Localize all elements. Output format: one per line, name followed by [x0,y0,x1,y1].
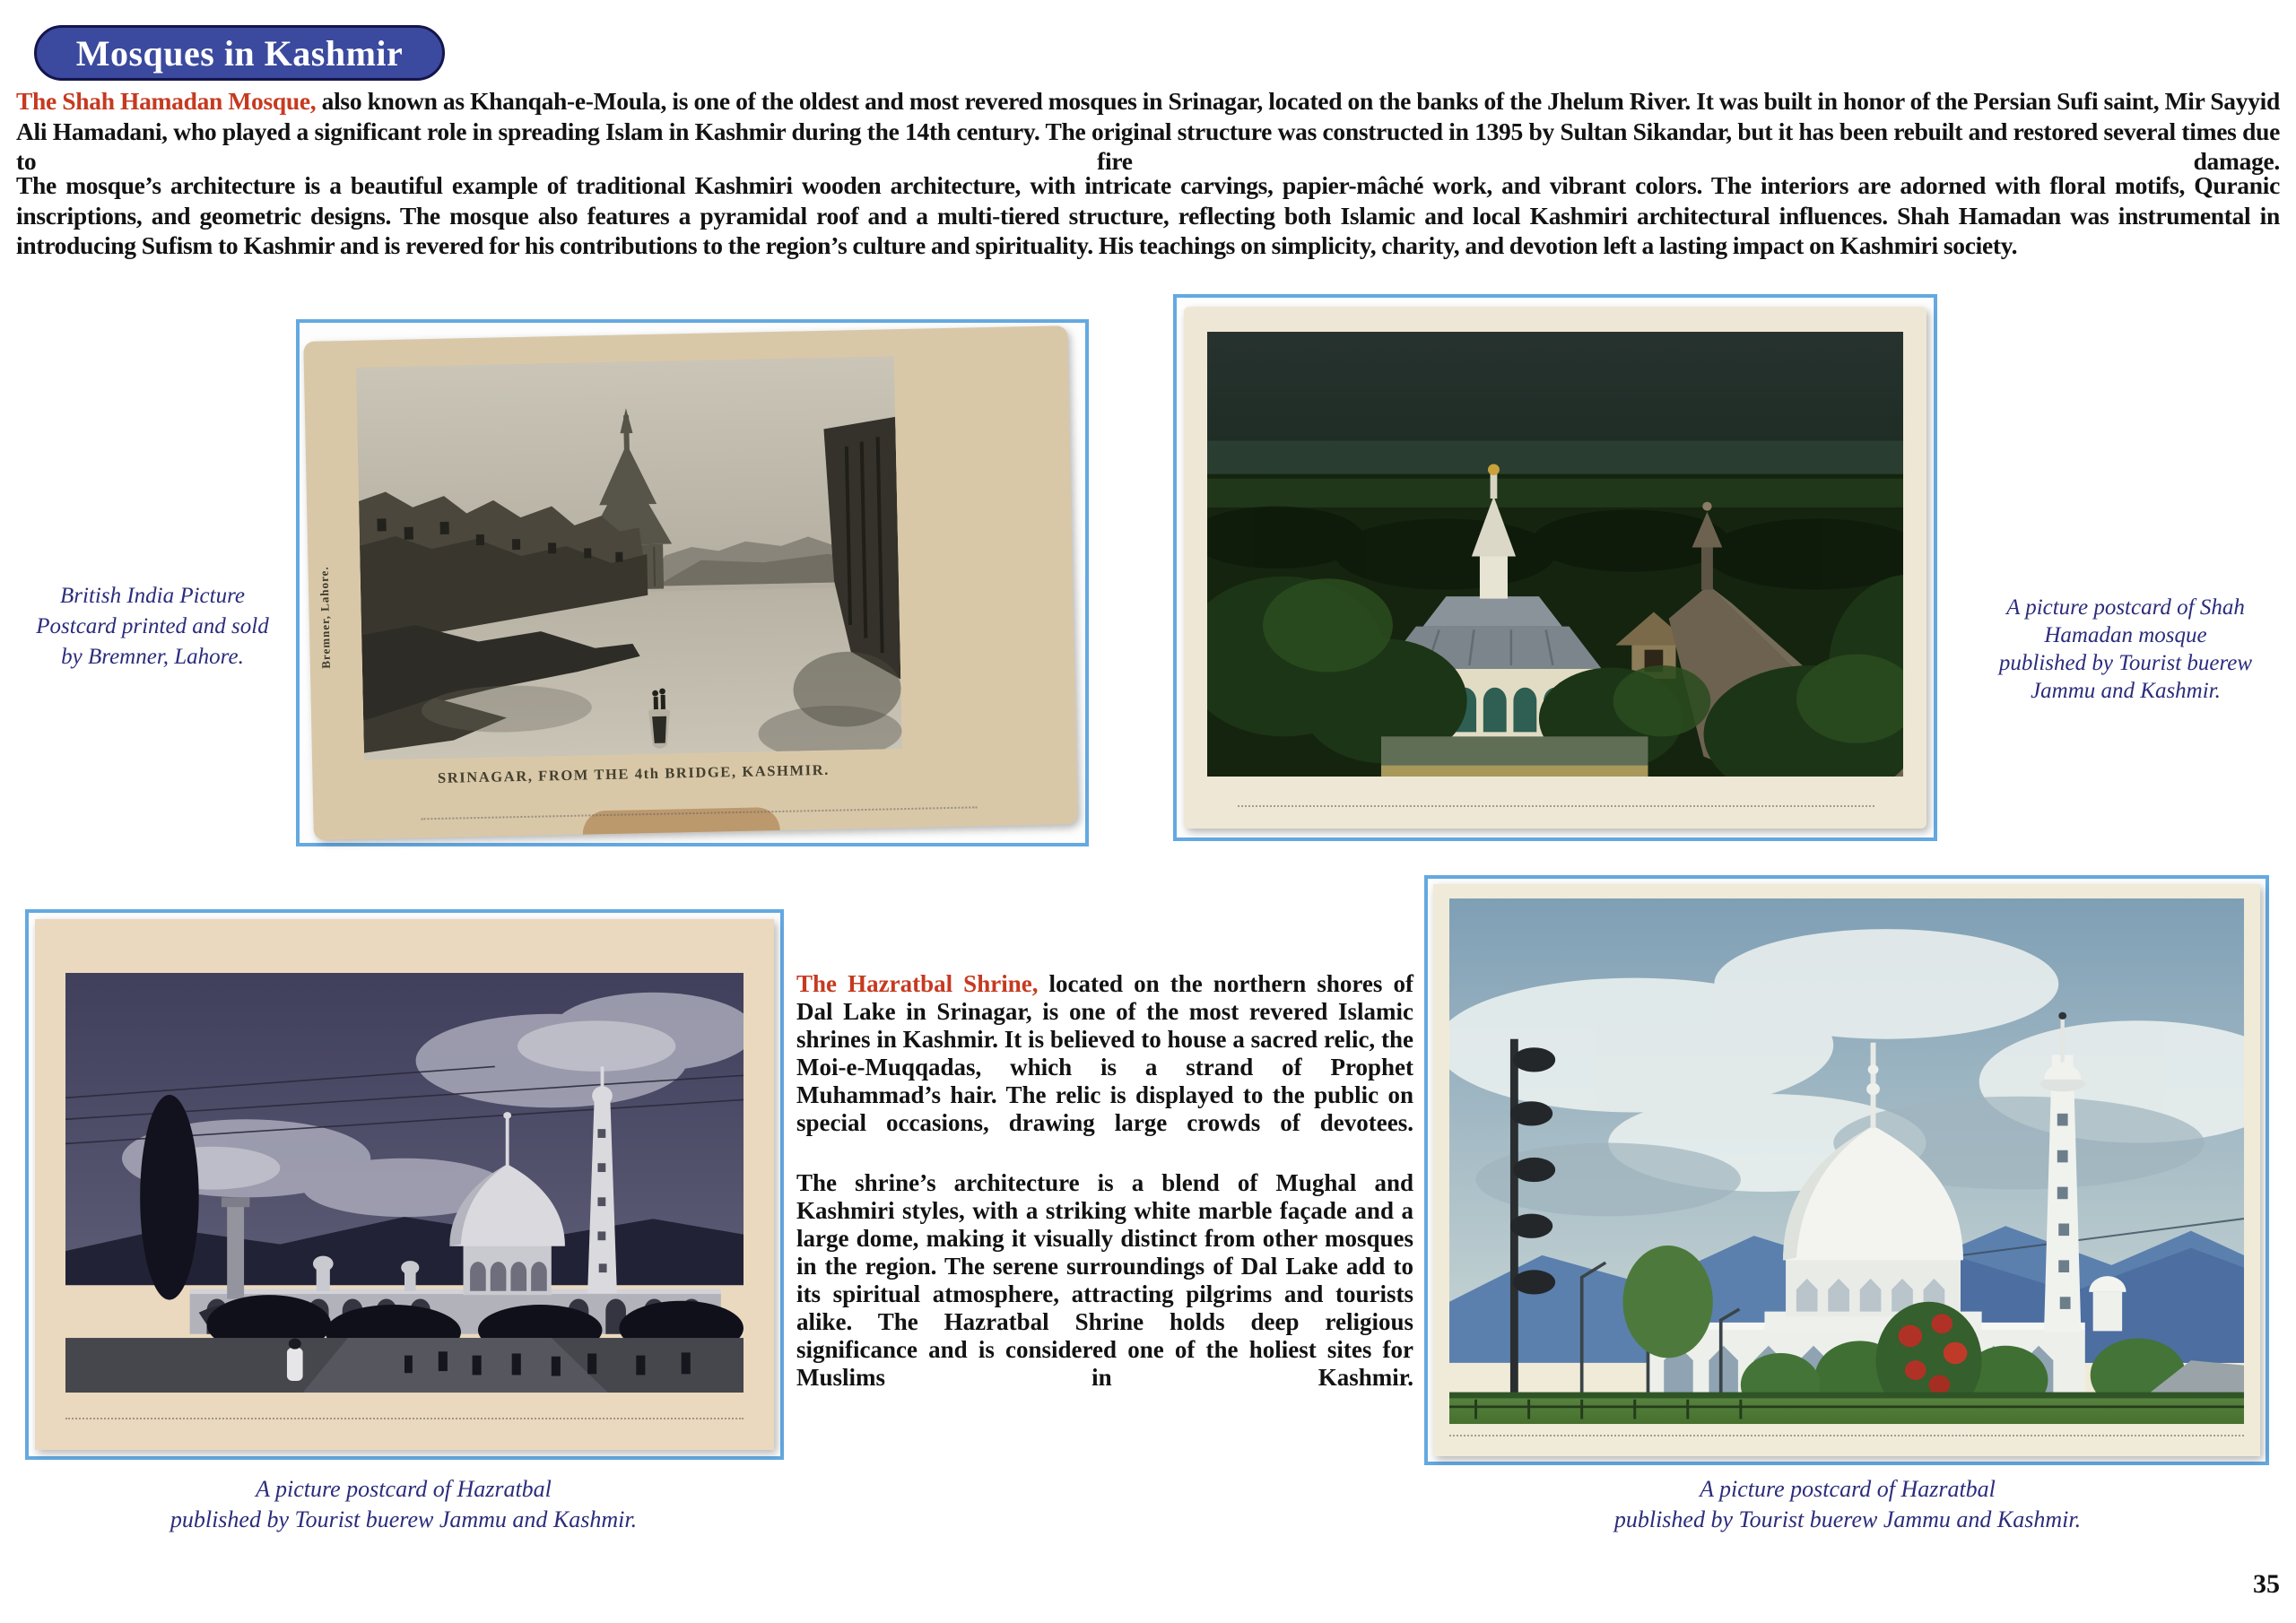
pond [1381,736,1648,768]
postcard-srinagar [303,325,1077,840]
caption-line: A picture postcard of Shah [2006,595,2245,620]
minaret-cap [592,1086,613,1106]
page-number: 35 [2253,1569,2280,1599]
hazratbal-paragraph-1 [796,970,1413,1137]
caption-hazratbal-right-postcard [1489,1474,2206,1535]
white-robed-figure [287,1339,303,1381]
caption-bremner-postcard [13,581,292,673]
spire-bead [1866,1083,1880,1096]
postcard-photo-hazratbal-dark [65,973,744,1393]
caption-shah-hamadan-postcard [1971,594,2280,705]
spire-bead [1868,1064,1879,1074]
hazratbal-dusk-illustration [65,973,744,1393]
hedge [1449,1393,2244,1399]
postcard-microprint [1238,805,1874,807]
postcard-photo-hazratbal-bright [1449,898,2244,1424]
hazratbal-text-column [796,970,1413,1424]
caption-line: published by Tourist buerew [1998,651,2253,675]
postcard-hazratbal-bright [1433,884,2260,1456]
srinagar-river-illustration [356,356,902,759]
postcard-frame-shah-hamadan [1173,294,1937,841]
yellow-wall [1381,766,1648,777]
intro-paragraph-1-text: also known as Khanqah-e-Moula, is one of the oldest and most revered mosques in Srinagar, located on the banks of the Jhelum River. It was built in honor of the Persian Sufi saint, Mir Sayyid Ali Hamadani, who played a significant role in spreading Islam in Kashmir during the 14th century. The original structure was constructed in 1395 by Sultan Sikandar, but it has been rebuilt and restored several times due to fire damage. [16,87,2280,175]
intro-paragraph-2: The mosque’s architecture is a beautiful example of traditional Kashmiri wooden architecture, with intricate carvings, papier-mâché work, and vibrant colors. The interiors are adorned with floral motifs, Quranic inscriptions, and geometric designs. The mosque also features a pyramidal roof and a multi-tiered structure, reflecting both Islamic and local Kashmiri architectural influences. Shah Hamadan was instrumental in introducing Sufism to Kashmir and is revered for his contributions to the region’s culture and spirituality. His teachings on simplicity, charity, and devotion left a lasting impact on Kashmiri society. [16,171,2280,259]
caption-line: published by Tourist buerew Jammu and Kashmir. [170,1506,638,1532]
postcard-photo-shah-hamadan [1207,332,1903,777]
page-title-badge [34,25,445,81]
caption-line: British India Picture [60,584,245,608]
caption-line: A picture postcard of Hazratbal [256,1476,552,1502]
postcard-shah-hamadan [1184,307,1926,829]
postcard-microprint [65,1418,744,1419]
lawn [1449,1397,2244,1424]
intro-lead-shah-hamadan: The Shah Hamadan Mosque, [16,87,317,115]
hazratbal-day-illustration [1449,898,2244,1424]
page-title: Mosques in Kashmir [75,32,404,74]
caption-line: Hamadan mosque [2044,623,2207,647]
postcard-printed-caption: SRINAGAR, FROM THE 4th BRIDGE, KASHMIR. [437,760,831,786]
caption-line: Postcard printed and sold [36,614,269,638]
minaret-finial [2058,1012,2066,1020]
hazratbal-paragraph-1-text: located on the northern shores of Dal Lake in Srinagar, is one of the most revered Islamic shrines in Kashmir. It is believed to house a sacred relic, the Moi-e-Muqqadas, which is a strand of Prophet Muhammad’s hair. The relic is displayed to the public on special occasions, drawing large crowds of devotees. [796,970,1413,1136]
hazratbal-paragraph-2: The shrine’s architecture is a blend of Mughal and Kashmiri styles, with a striking white marble façade and a large dome, making it visually distinct from other mosques in the region. The serene surroundings of Dal Lake add to its spiritual atmosphere, attracting pilgrims and tourists alike. The Hazratbal Shrine holds deep religious significance and is considered one of the holiest sites for Muslims in Kashmir. [796,1169,1413,1391]
postcard-frame-hazratbal-bright [1424,875,2269,1465]
spire-finial [503,1112,511,1119]
cypress-tree [140,1095,199,1300]
caption-line: published by Tourist buerew Jammu and Kashmir. [1613,1506,2082,1532]
shah-hamadan-illustration [1207,332,1903,777]
postcard-publisher-side-text: Bremner, Lahore. [317,566,333,669]
postcard-frame-hazratbal-dark [25,909,784,1460]
postcard-photo-srinagar-river [356,356,902,759]
caption-line: Jammu and Kashmir. [2031,679,2221,703]
postcard-frame-srinagar [296,319,1089,846]
postcard-hazratbal-dark [35,919,774,1450]
caption-hazratbal-left-postcard [54,1474,753,1535]
hazratbal-lead: The Hazratbal Shrine, [796,970,1039,997]
intro-paragraph-1 [16,86,2280,177]
forest-light-band [1207,479,1903,508]
caption-line: A picture postcard of Hazratbal [1700,1476,1996,1502]
postcard-microprint [1449,1435,2244,1436]
caption-line: by Bremner, Lahore. [61,645,244,669]
